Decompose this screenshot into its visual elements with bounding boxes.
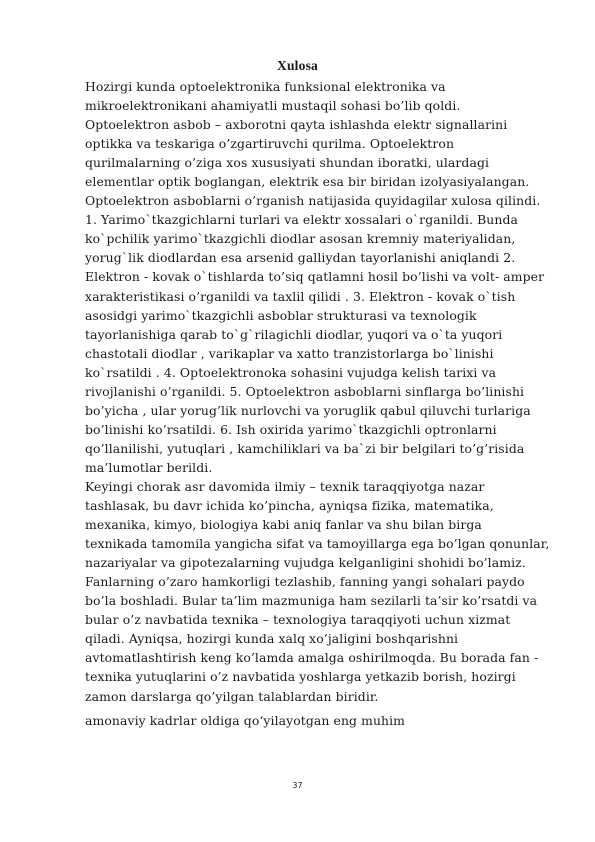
text-line: chastotali diodlar , varikaplar va xatto tranzistorlarga bo`linishi (85, 345, 494, 361)
text-line: nazariyalar va gipotezalarning vujudga kelganligini shohidi bo’lamiz. (85, 555, 526, 571)
text-line: tashlasak, bu davr ichida ko’pincha, ayniqsa fizika, matematika, (85, 498, 494, 514)
text-line: xarakteristikasi o’rganildi va taxlil qilidi . 3. Elektron - kovak o`tish (85, 288, 516, 304)
text-line: Fanlarning o’zaro hamkorligi tezlashib, fanning yangi sohalari paydo (85, 574, 525, 590)
text-line: optikka va teskariga o’zgartiruvchi qurilma. Optoelektron (85, 136, 455, 152)
text-line: ko`rsatildi . 4. Optoelektronoka sohasini vujudga kelish tarixi va (85, 364, 497, 380)
text-line: texnikada tamomila yangicha sifat va tamoyillarga ega bo’lgan qonunlar, (85, 536, 550, 552)
text-line: ko`pchilik yarimo`tkazgichli diodlar asosan kremniy materiyalidan, (85, 231, 516, 247)
text-line: mikroelektronikani ahamiyatli mustaqil sohasi bo’lib qoldi. (85, 98, 461, 114)
text-line: tayorlanishiga qarab to`g`rilagichli diodlar, yuqori va o`ta yuqori (85, 326, 503, 342)
text-line: Optoelektron asbob – axborotni qayta ishlashda elektr signallarini (85, 117, 508, 133)
text-line: Optoelektron asboblarni o’rganish natijasida quyidagilar xulosa qilindi. (85, 193, 541, 209)
text-line: rivojlanishi o’rganildi. 5. Optoelektron asboblarni sinflarga bo’linishi (85, 383, 525, 399)
text-line: qurilmalarning o’ziga xos xususiyati shundan iboratki, ulardagi (85, 155, 490, 171)
text-line: qo’llanilishi, yutuqlari , kamchiliklari va ba`zi bir belgilari to’g’risida (85, 440, 525, 456)
text-line: mexanika, kimyo, biologiya kabi aniq fanlar va shu bilan birga (85, 517, 482, 533)
text-line: bular o’z navbatida texnika – texnologiya taraqqiyoti uchun xizmat (85, 612, 511, 628)
page-title: Xulosa (277, 58, 318, 73)
text-line: avtomatlashtirish keng ko’lamda amalga oshirilmoqda. Bu borada fan - (85, 650, 539, 666)
text-line: Keyingi chorak asr davomida ilmiy – texnik taraqqiyotga nazar (85, 478, 485, 494)
text-line: asosidgi yarimo`tkazgichli asboblar strukturasi va texnologik (85, 307, 477, 323)
text-line: Hozirgi kunda optoelektronika funksional elektronika va (85, 79, 446, 94)
text-line: texnika yutuqlarini o’z navbatida yoshlarga yetkazib borish, hozirgi (85, 669, 516, 685)
text-line: bo’la boshladi. Bular ta’lim mazmuniga ham sezilarli ta’sir ko’rsatdi va (85, 593, 538, 609)
text-line: qiladi. Ayniqsa, hozirgi kunda xalq xo’jaligini boshqarishni (85, 631, 459, 647)
text-line: ma’lumotlar berildi. (85, 459, 213, 475)
text-line: 1. Yarimo`tkazgichlarni turlari va elektr xossalari o`rganildi. Bunda (85, 212, 518, 228)
text-line: bo’yicha , ular yorug’lik nurlovchi va yoruglik qabul qiluvchi turlariga (85, 402, 531, 418)
page-number: 37 (292, 781, 303, 790)
text-line: amonaviy kadrlar oldiga qo‘yilayotgan eng muhim (85, 712, 406, 728)
text-line: yorug`lik diodlardan esa arsenid galliydan tayorlanishi aniqlandi 2. (85, 250, 516, 266)
text-line: zamon darslarga qo’yilgan talablardan biridir. (85, 688, 379, 704)
body-text (85, 77, 575, 730)
text-line: elementlar optik boglangan, elektrik esa bir biridan izolyasiyalangan. (85, 174, 530, 190)
text-line: bo’linishi ko’rsatildi. 6. Ish oxirida yarimo`tkazgichli optronlarni (85, 421, 497, 437)
text-line: Elektron - kovak o`tishlarda to’siq qatlamni hosil bo’lishi va volt- amper (85, 269, 545, 285)
